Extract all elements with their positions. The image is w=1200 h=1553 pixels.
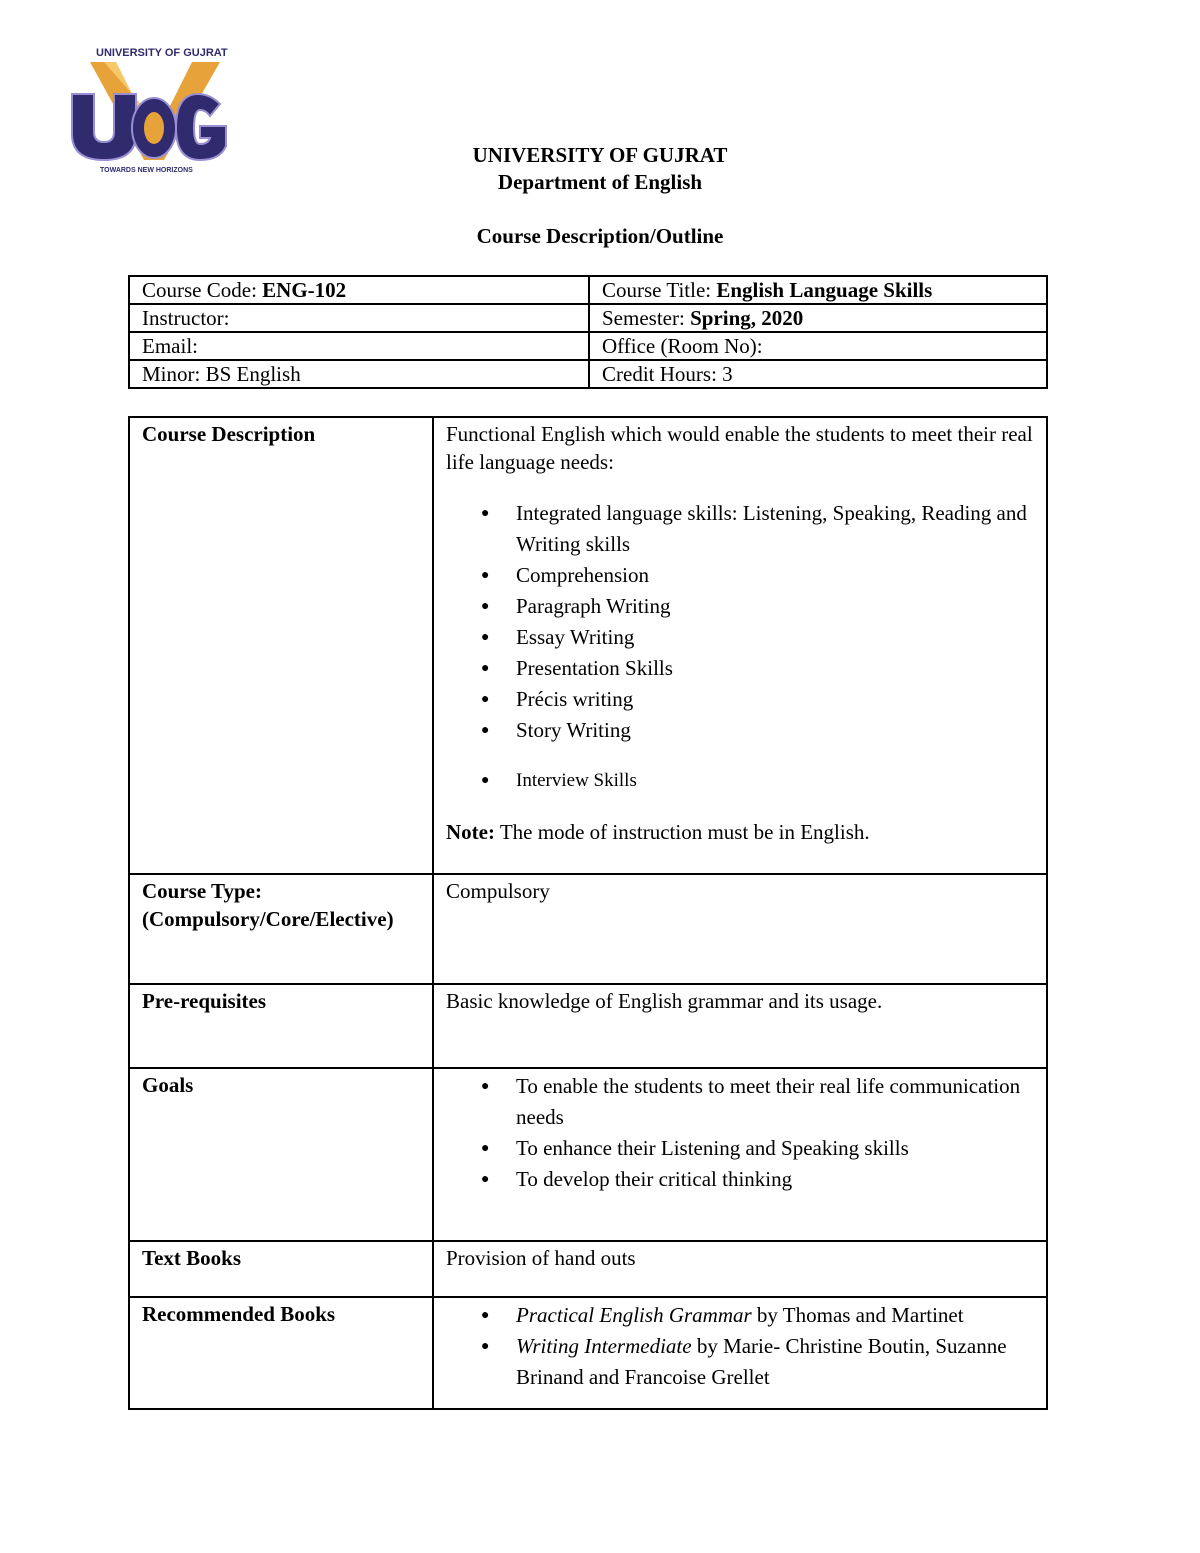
list-item: ● To develop their critical thinking	[446, 1164, 1034, 1195]
list-item: ● Practical English Grammar by Thomas and Martinet	[446, 1300, 1034, 1331]
list-item: ● Integrated language skills: Listening, Speaking, Reading and Writing skills	[446, 498, 1034, 560]
logo-top-text: UNIVERSITY OF GUJRAT	[96, 47, 228, 59]
list-item: ● Writing Intermediate by Marie- Christine Boutin, Suzanne Brinand and Francoise Grellet	[446, 1331, 1034, 1393]
recommended-books-content	[433, 1297, 1047, 1409]
course-code-cell: Course Code: ENG-102	[129, 276, 589, 304]
info-row	[129, 332, 1047, 360]
course-title-cell: Course Title: English Language Skills	[589, 276, 1047, 304]
goals-list	[446, 1071, 1034, 1195]
semester-value: Spring, 2020	[690, 306, 804, 330]
recommended-books-label: Recommended Books	[129, 1297, 433, 1409]
logo-tagline: TOWARDS NEW HORIZONS	[100, 167, 193, 174]
goals-content	[433, 1068, 1047, 1241]
prerequisites-label: Pre-requisites	[129, 984, 433, 1068]
list-item: ● To enable the students to meet their real life communication needs	[446, 1071, 1034, 1133]
course-title-value: English Language Skills	[716, 278, 933, 302]
prerequisites-value: Basic knowledge of English grammar and its usage.	[433, 984, 1047, 1068]
course-description-content	[433, 417, 1047, 874]
list-item: ● Presentation Skills	[446, 653, 1034, 684]
course-type-value: Compulsory	[433, 874, 1047, 984]
goals-label: Goals	[129, 1068, 433, 1241]
email-cell: Email:	[129, 332, 589, 360]
instructor-cell: Instructor:	[129, 304, 589, 332]
textbooks-value: Provision of hand outs	[433, 1241, 1047, 1297]
credit-hours-cell: Credit Hours: 3	[589, 360, 1047, 388]
textbooks-row	[129, 1241, 1047, 1297]
instruction-note: Note: The mode of instruction must be in English.	[446, 820, 870, 844]
course-info-table	[128, 275, 1048, 389]
course-type-label: Course Type: (Compulsory/Core/Elective)	[129, 874, 433, 984]
list-item: ● Story Writing	[446, 715, 1034, 746]
course-description-label: Course Description	[129, 417, 433, 874]
semester-cell: Semester: Spring, 2020	[589, 304, 1047, 332]
skills-list	[446, 498, 1034, 796]
recommended-books-list	[446, 1300, 1034, 1393]
course-type-row	[129, 874, 1047, 984]
university-name: UNIVERSITY OF GUJRAT	[472, 143, 728, 167]
list-item: ● Paragraph Writing	[446, 591, 1034, 622]
prerequisites-row	[129, 984, 1047, 1068]
info-row	[129, 360, 1047, 388]
goals-row	[129, 1068, 1047, 1241]
office-cell: Office (Room No):	[589, 332, 1047, 360]
info-row	[129, 276, 1047, 304]
list-item: ● Essay Writing	[446, 622, 1034, 653]
textbooks-label: Text Books	[129, 1241, 433, 1297]
info-row	[129, 304, 1047, 332]
list-item: ● Interview Skills	[446, 765, 1034, 796]
course-description-row	[129, 417, 1047, 874]
document-title: Course Description/Outline	[476, 224, 724, 248]
description-intro: Functional English which would enable the students to meet their real life language needs:	[446, 422, 1033, 474]
list-item: ● Comprehension	[446, 560, 1034, 591]
minor-cell: Minor: BS English	[129, 360, 589, 388]
list-item: ● To enhance their Listening and Speaking skills	[446, 1133, 1034, 1164]
recommended-books-row	[129, 1297, 1047, 1409]
course-code-value: ENG-102	[262, 278, 347, 302]
department-name: Department of English	[497, 170, 703, 194]
list-item: ● Précis writing	[446, 684, 1034, 715]
course-outline-table	[128, 416, 1048, 1410]
